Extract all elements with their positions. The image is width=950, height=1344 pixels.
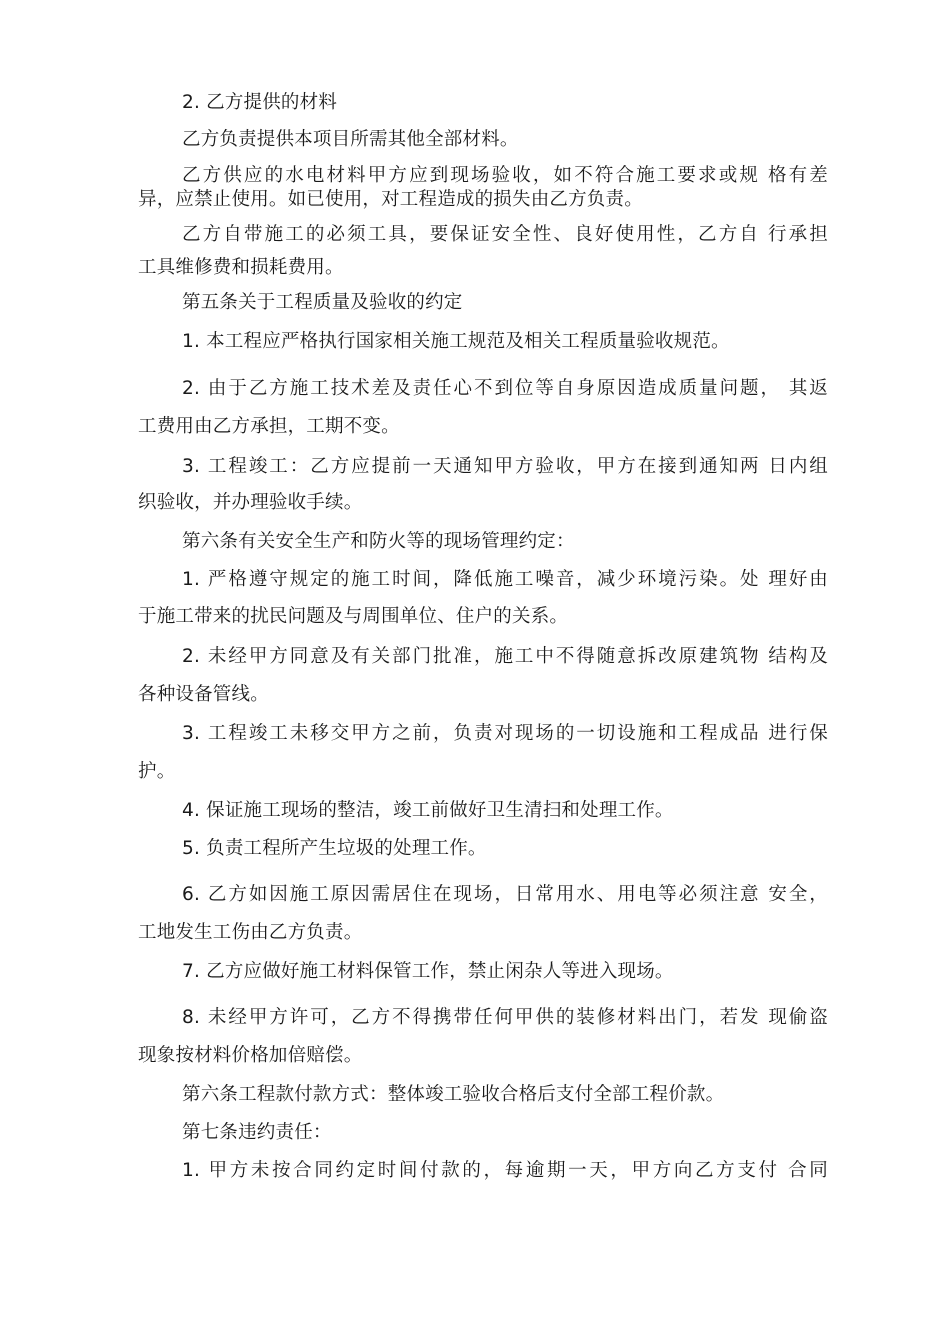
list-item: 1. 甲方未按合同约定时间付款的，每逾期一天，甲方向乙方支付 合同 bbox=[182, 1160, 828, 1181]
paragraph-line: 乙方自带施工的必须工具，要保证安全性、良好使用性，乙方自 行承担 bbox=[182, 224, 828, 245]
list-item-heading: 2. 乙方提供的材料 bbox=[182, 92, 338, 113]
list-item: 2. 未经甲方同意及有关部门批准，施工中不得随意拆改原建筑物 结构及 bbox=[182, 646, 828, 667]
list-item: 3. 工程竣工未移交甲方之前，负责对现场的一切设施和工程成品 进行保 bbox=[182, 723, 828, 744]
list-item: 4. 保证施工现场的整洁，竣工前做好卫生清扫和处理工作。 bbox=[182, 800, 674, 821]
list-item: 1. 本工程应严格执行国家相关施工规范及相关工程质量验收规范。 bbox=[182, 331, 730, 352]
section-heading: 第五条关于工程质量及验收的约定 bbox=[182, 292, 463, 313]
paragraph-line: 工具维修费和损耗费用。 bbox=[138, 257, 344, 278]
paragraph-line: 乙方负责提供本项目所需其他全部材料。 bbox=[182, 129, 519, 150]
paragraph-line: 工地发生工伤由乙方负责。 bbox=[138, 922, 363, 943]
paragraph-line: 现象按材料价格加倍赔偿。 bbox=[138, 1045, 363, 1066]
section-heading: 第六条有关安全生产和防火等的现场管理约定： bbox=[182, 531, 575, 552]
paragraph-line: 护。 bbox=[138, 761, 176, 782]
list-item: 8. 未经甲方许可，乙方不得携带任何甲供的装修材料出门，若发 现偷盗 bbox=[182, 1007, 828, 1028]
list-item: 2. 由于乙方施工技术差及责任心不到位等自身原因造成质量问题， 其返 bbox=[182, 378, 828, 399]
list-item: 7. 乙方应做好施工材料保管工作，禁止闲杂人等进入现场。 bbox=[182, 961, 674, 982]
section-heading: 第七条违约责任： bbox=[182, 1122, 332, 1143]
section-heading: 第六条工程款付款方式：整体竣工验收合格后支付全部工程价款。 bbox=[182, 1084, 725, 1105]
paragraph-line: 工费用由乙方承担，工期不变。 bbox=[138, 416, 400, 437]
list-item: 6. 乙方如因施工原因需居住在现场，日常用水、用电等必须注意 安全， bbox=[182, 884, 828, 905]
paragraph-line: 织验收，并办理验收手续。 bbox=[138, 492, 363, 513]
paragraph-line: 异，应禁止使用。如已使用，对工程造成的损失由乙方负责。 bbox=[138, 189, 643, 210]
list-item: 1. 严格遵守规定的施工时间，降低施工噪音，减少环境污染。处 理好由 bbox=[182, 569, 828, 590]
paragraph-line: 于施工带来的扰民问题及与周围单位、住户的关系。 bbox=[138, 606, 569, 627]
paragraph-line: 各种设备管线。 bbox=[138, 684, 269, 705]
list-item: 5. 负责工程所产生垃圾的处理工作。 bbox=[182, 838, 487, 859]
list-item: 3. 工程竣工：乙方应提前一天通知甲方验收，甲方在接到通知两 日内组 bbox=[182, 456, 828, 477]
paragraph-line: 乙方供应的水电材料甲方应到现场验收，如不符合施工要求或规 格有差 bbox=[182, 165, 828, 186]
